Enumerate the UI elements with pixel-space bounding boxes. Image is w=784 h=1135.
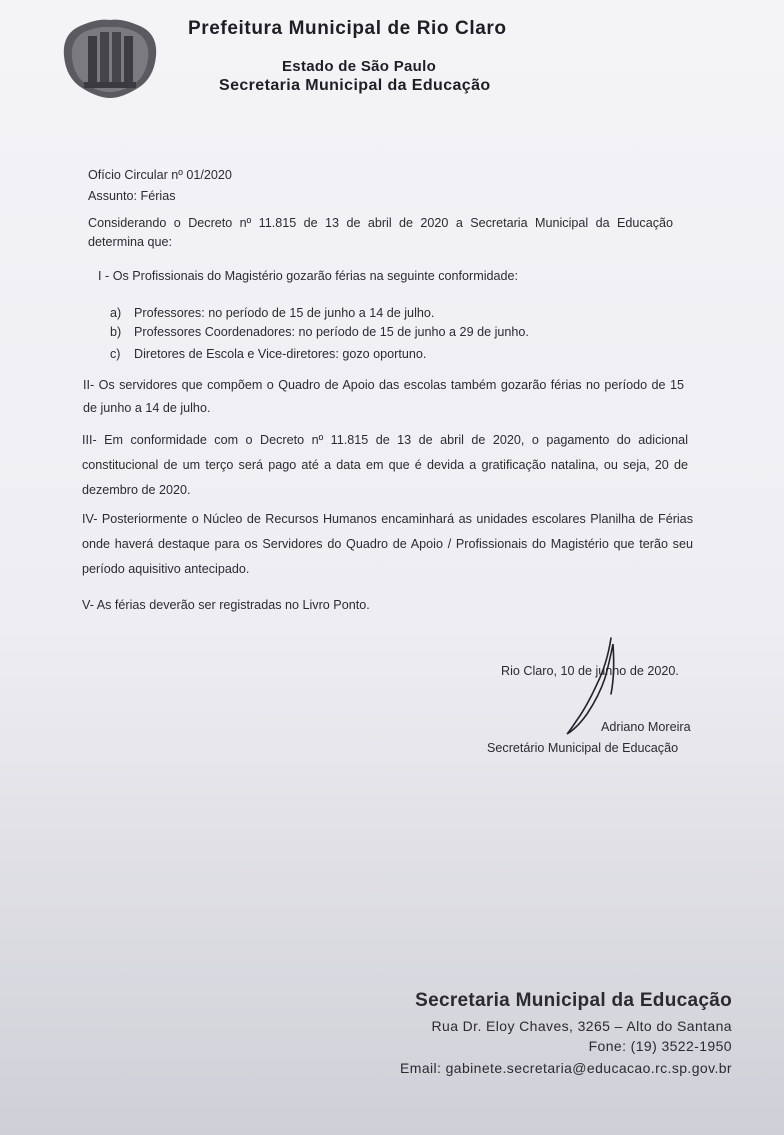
subitem-label: c) — [110, 347, 121, 361]
assunto-line: Assunto: Férias — [88, 189, 176, 203]
footer-email: Email: gabinete.secretaria@educacao.rc.sp.gov.br — [400, 1060, 732, 1076]
item-3: III- Em conformidade com o Decreto nº 11.815 de 13 de abril de 2020, o pagamento do adicional constitucional de um terço será pago até a data em que é devida a gratificação natalina, ou seja, 20 de dezembro de 2020. — [82, 433, 688, 497]
footer-title: Secretaria Municipal da Educação — [415, 990, 732, 1011]
subitem-text: Diretores de Escola e Vice-diretores: gozo oportuno. — [134, 347, 427, 361]
subitem-text: Professores Coordenadores: no período de 15 de junho a 29 de junho. — [134, 325, 529, 339]
item-1: I - Os Profissionais do Magistério gozarão férias na seguinte conformidade: — [98, 269, 519, 283]
subitem-label: b) — [110, 325, 122, 339]
intro-paragraph: Considerando o Decreto nº 11.815 de 13 de abril de 2020 a Secretaria Municipal da Educação determina que: — [88, 216, 673, 249]
secretaria-subtitle: Secretaria Municipal da Educação — [219, 77, 491, 94]
coat-of-arms-logo — [58, 16, 162, 100]
date-line: Rio Claro, 10 de junho de 2020. — [501, 664, 679, 678]
item-2: II- Os servidores que compõem o Quadro de Apoio das escolas também gozarão férias no período de 15 de junho a 14 de julho. — [83, 378, 684, 415]
subitem-a — [110, 305, 434, 321]
item-5: V- As férias deverão ser registradas no Livro Ponto. — [82, 598, 370, 612]
item-4: IV- Posteriormente o Núcleo de Recursos Humanos encaminhará as unidades escolares Planilha de Férias onde haverá destaque para os Servidores do Quadro de Apoio / Profissionais do Magistério que terão seu período aquisitivo antecipado. — [82, 512, 693, 576]
estado-subtitle: Estado de São Paulo — [282, 58, 437, 75]
prefeitura-title: Prefeitura Municipal de Rio Claro — [188, 18, 507, 39]
footer-address: Rua Dr. Eloy Chaves, 3265 – Alto do Santana — [431, 1018, 732, 1034]
signer-title: Secretário Municipal de Educação — [487, 741, 679, 755]
subitem-c — [110, 346, 426, 362]
signer-name: Adriano Moreira — [601, 720, 691, 734]
footer-phone: Fone: (19) 3522-1950 — [588, 1038, 732, 1054]
subitem-b — [110, 324, 529, 340]
oficio-number: Ofício Circular nº 01/2020 — [88, 168, 232, 182]
subitem-text: Professores: no período de 15 de junho a 14 de julho. — [134, 306, 435, 320]
subitem-label: a) — [110, 306, 122, 320]
